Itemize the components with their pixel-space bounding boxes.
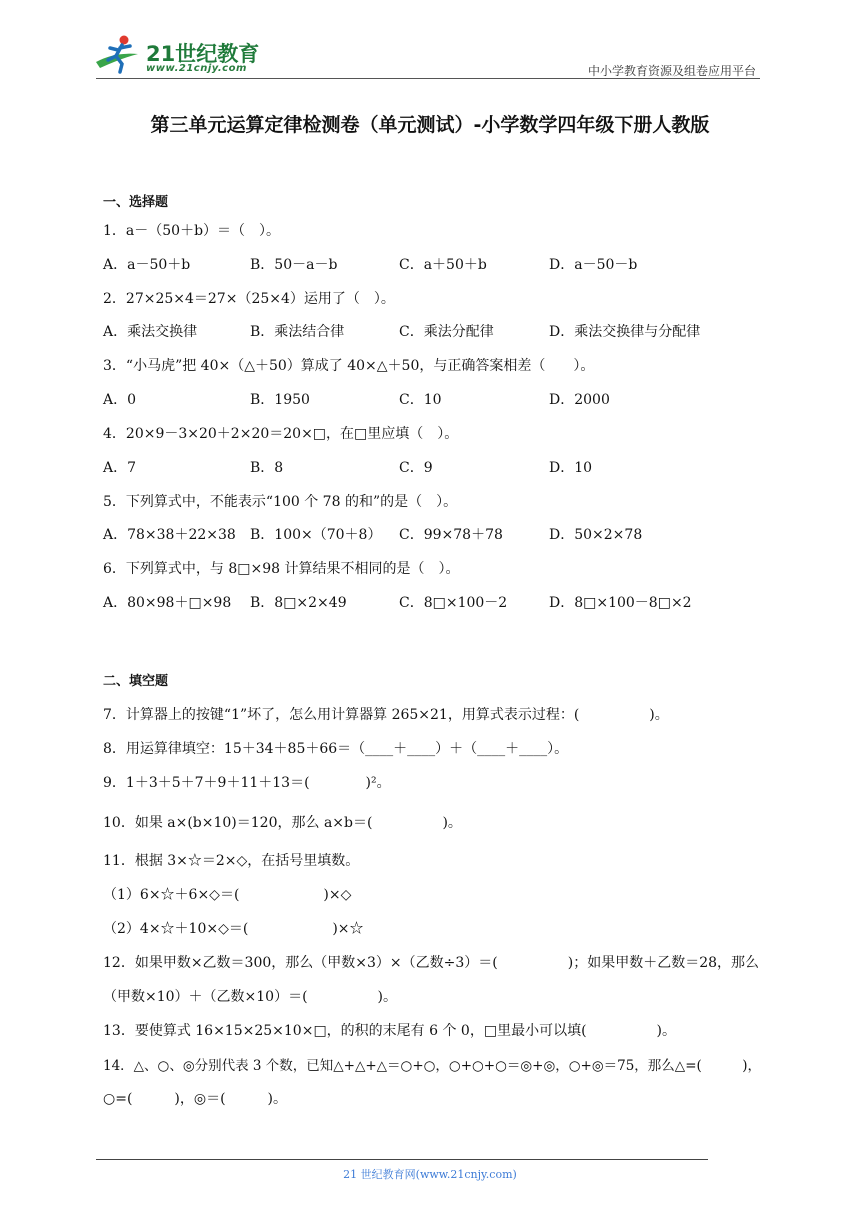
question-3-stem: 3．“小马虎”把 40×（△＋50）算成了 40×△＋50，与正确答案相差（ ）。 xyxy=(103,358,595,374)
question-9: 9．1＋3＋5＋7＋9＋11＋13＝( )²。 xyxy=(103,775,391,791)
option-b: B．50－a－b xyxy=(250,257,338,273)
option-b: B．乘法结合律 xyxy=(250,324,345,340)
option-d: D．乘法交换律与分配律 xyxy=(549,324,701,340)
question-11: 11．根据 3×☆＝2×◇，在括号里填数。 xyxy=(103,853,360,869)
option-a: A．乘法交换律 xyxy=(103,324,198,340)
question-8: 8．用运算律填空：15＋34＋85＋66＝（____＋____）＋（____＋____）。 xyxy=(103,741,569,757)
option-d: D．50×2×78 xyxy=(549,527,643,543)
platform-tagline: 中小学教育资源及组卷应用平台 xyxy=(587,64,756,78)
question-7: 7．计算器上的按键“1”坏了，怎么用计算器算 265×21，用算式表示过程：( )。 xyxy=(103,707,669,723)
option-d: D．2000 xyxy=(549,392,610,408)
page-header xyxy=(0,0,860,80)
question-11-part-1: （1）6×☆＋6×◇＝( )×◇ xyxy=(103,887,352,903)
option-b: B．8 xyxy=(250,460,284,476)
header-divider xyxy=(96,78,760,79)
logo xyxy=(94,34,264,78)
question-6-stem: 6．下列算式中，与 8□×98 计算结果不相同的是（ ）。 xyxy=(103,561,460,577)
option-b: B．8□×2×49 xyxy=(250,595,347,611)
question-4-options xyxy=(103,457,763,477)
option-d: D．a－50－b xyxy=(549,257,638,273)
logo-url-text: www.21cnjy.com xyxy=(146,63,247,74)
footer-source: 21 世纪教育网(www.21cnjy.com) xyxy=(343,1168,517,1181)
question-3-options xyxy=(103,389,763,409)
question-2-options xyxy=(103,321,763,341)
question-5-stem: 5．下列算式中，不能表示“100 个 78 的和”的是（ ）。 xyxy=(103,494,458,510)
option-b: B．100×（70＋8） xyxy=(250,527,382,543)
question-1-options xyxy=(103,254,763,274)
logo-brand-text: 21世纪教育 xyxy=(146,42,260,66)
question-4-stem: 4．20×9－3×20＋2×20＝20×□，在□里应填（ ）。 xyxy=(103,426,459,442)
option-c: C．99×78＋78 xyxy=(399,527,503,543)
option-b: B．1950 xyxy=(250,392,310,408)
page-title: 第三单元运算定律检测卷（单元测试）-小学数学四年级下册人教版 xyxy=(150,114,710,136)
question-12-line-2: （甲数×10）＋（乙数×10）＝( )。 xyxy=(103,989,398,1005)
runner-logo-icon xyxy=(94,34,144,76)
question-2-stem: 2．27×25×4＝27×（25×4）运用了（ ）。 xyxy=(103,291,395,307)
question-10: 10．如果 a×(b×10)＝120，那么 a×b＝( )。 xyxy=(103,815,462,831)
option-c: C．9 xyxy=(399,460,433,476)
option-a: A．0 xyxy=(103,392,137,408)
question-1-stem: 1．a－（50＋b）＝（ ）。 xyxy=(103,223,281,239)
option-a: A．a－50＋b xyxy=(103,257,191,273)
section-heading-choice: 一、选择题 xyxy=(103,195,169,210)
option-c: C．8□×100－2 xyxy=(399,595,508,611)
question-12-line-1: 12．如果甲数×乙数＝300，那么（甲数×3）×（乙数÷3）＝( )；如果甲数＋乙数＝28，那么 xyxy=(103,955,760,971)
question-14-line-1: 14．△、○、◎分别代表 3 个数，已知△+△+△＝○+○，○+○+○＝◎+◎，○+◎＝75，那么△=( )， xyxy=(103,1058,762,1074)
question-14-line-2: ○=( )，◎＝( )。 xyxy=(103,1091,288,1107)
question-6-options xyxy=(103,592,763,612)
section-heading-fill: 二、填空题 xyxy=(103,674,169,689)
option-a: A．80×98＋□×98 xyxy=(103,595,232,611)
question-5-options xyxy=(103,524,763,544)
option-a: A．78×38＋22×38 xyxy=(103,527,236,543)
option-a: A．7 xyxy=(103,460,137,476)
option-d: D．8□×100－8□×2 xyxy=(549,595,692,611)
question-13: 13．要使算式 16×15×25×10×□，的积的末尾有 6 个 0，□里最小可以填( )。 xyxy=(103,1023,676,1039)
option-c: C．乘法分配律 xyxy=(399,324,494,340)
option-c: C．a＋50＋b xyxy=(399,257,487,273)
question-11-part-2: （2）4×☆＋10×◇＝( )×☆ xyxy=(103,921,364,937)
option-c: C．10 xyxy=(399,392,442,408)
option-d: D．10 xyxy=(549,460,593,476)
footer-divider xyxy=(96,1159,708,1160)
